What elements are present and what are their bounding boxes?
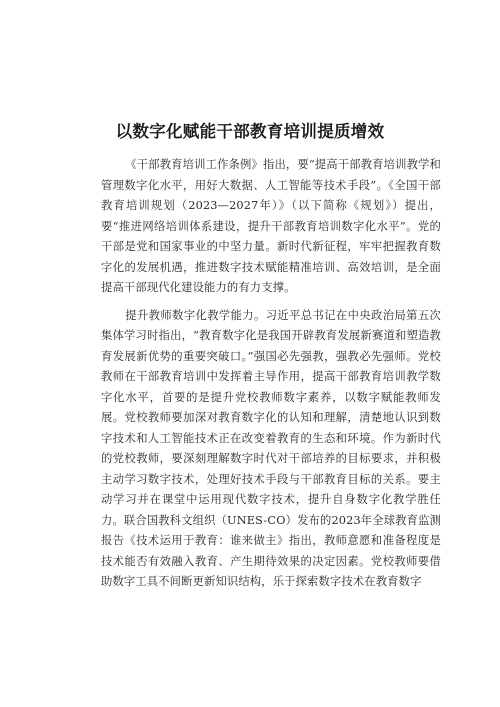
document-title: 以数字化赋能干部教育培训提质增效 bbox=[115, 122, 385, 141]
paragraph-teacher-digital-ability: 提升教师数字化教学能力。习近平总书记在中央政治局第五次集体学习时指出，“教育数字化是我国开辟教育发展新赛道和塑造教育发展新优势的重要突破口。”强国必先强教，强教必先强师。党校教师在干部教育培训中发挥着主导作用，提高干部教育培训教学数字化水平，首要的是提升党校教师数字素养，以数字赋能教师发展。党校教师要加深对教育数字化的认知和理解，清楚地认识到数字技术和人工智能技术正在改变着教育的生态和环境。作为新时代的党校教师，要深刻理解数字时代对干部培养的目标要求，并积极主动学习数字技术，处理好技术手段与干部教育目标的关系。要主动学习并在课堂中运用现代数字技术，提升自身数字化教学胜任力。联合国教科文组织（UNES-CO）发布的2023年全球教育监测报告《技术运用于教育：谁来做主》指出，教师意愿和准备程度是技术能否有效融入教育、产生期待效果的决定因素。党校教师要借助数字工具不间断更新知识结构，乐于探索数字技术在教育数字 bbox=[101, 308, 441, 588]
paragraph-intro: 《干部教育培训工作条例》指出，要“提高干部教育培训教学和管理数字化水平，用好大数据、人工智能等技术手段”。《全国干部教育培训规划（2023—2027年）》（以下简称《规划》）提出，要“推进网络培训体系建设，提升干部教育培训数字化水平”。党的干部是党和国家事业的中坚力量。新时代新征程，牢牢把握教育数字化的发展机遇，推进数字技术赋能精准培训、高效培训，是全面提高干部现代化建设能力的有力支撑。 bbox=[101, 158, 441, 294]
document-body bbox=[101, 155, 441, 593]
